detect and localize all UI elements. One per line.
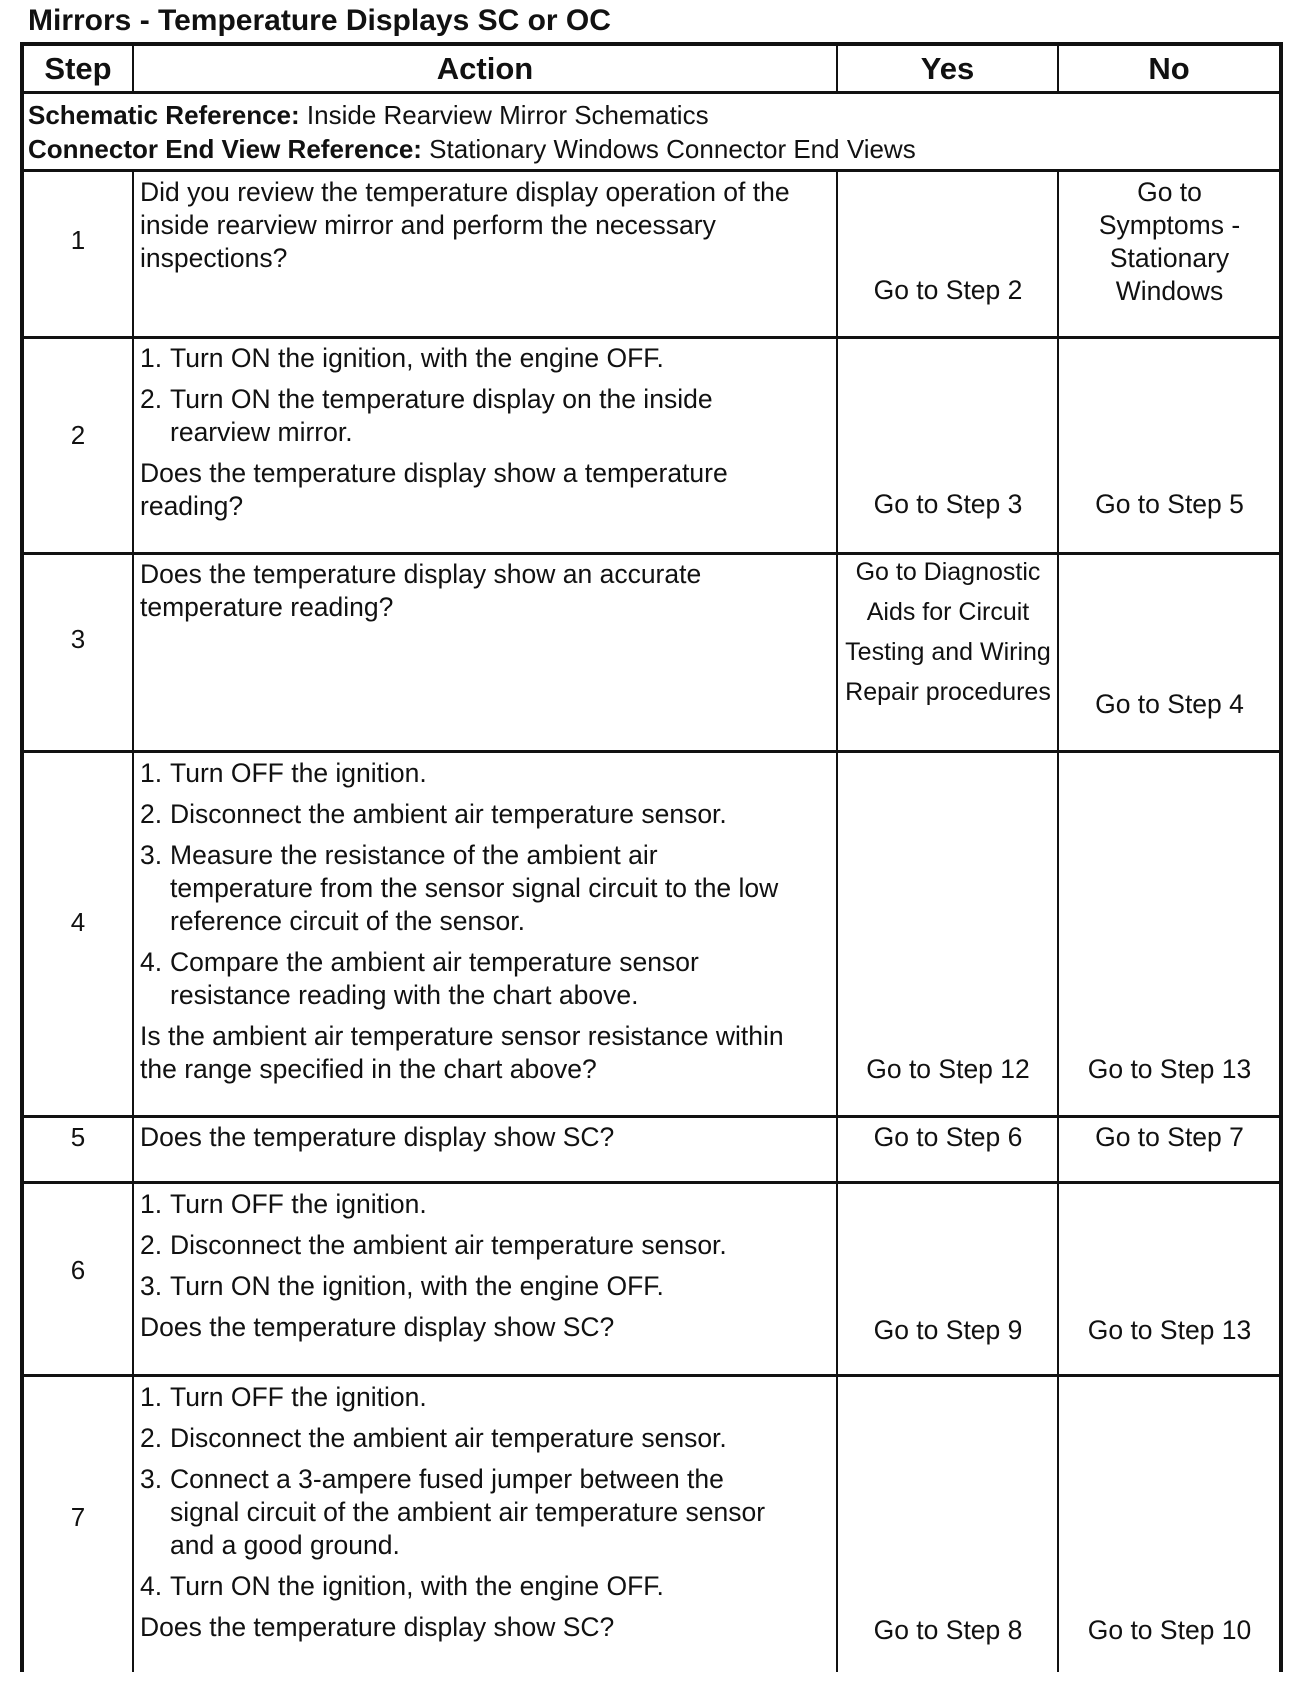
item-number: 1. — [140, 343, 163, 373]
action-item — [140, 839, 840, 938]
item-line: signal circuit of the ambient air temperature sensor — [170, 1497, 766, 1527]
item-line: Turn OFF the ignition. — [170, 1382, 427, 1412]
no-result[interactable]: Go to Step 4 — [1095, 689, 1244, 719]
question-line: Did you review the temperature display operation of the — [140, 177, 790, 207]
action-cell — [140, 1188, 840, 1344]
item-line: reference circuit of the sensor. — [170, 906, 525, 936]
item-text — [170, 342, 840, 375]
action-item — [140, 757, 840, 790]
question-line: reading? — [140, 491, 244, 521]
item-line: Turn ON the ignition, with the engine OFF. — [170, 1571, 664, 1601]
item-text — [170, 1270, 840, 1303]
row-divider — [24, 1181, 1279, 1184]
schematic-reference-link[interactable]: Inside Rearview Mirror Schematics — [299, 100, 709, 130]
action-item — [140, 1463, 840, 1562]
question-line: Does the temperature display show SC? — [140, 1312, 615, 1342]
no-result[interactable]: Go to Step 5 — [1095, 489, 1244, 519]
item-number: 3. — [140, 1464, 163, 1494]
item-number: 1. — [140, 1189, 163, 1219]
item-text — [170, 1422, 840, 1455]
schematic-reference-label: Schematic Reference: — [28, 100, 300, 130]
yes-line: Go to Diagnostic — [855, 558, 1041, 586]
step-number: 5 — [70, 1122, 86, 1152]
action-item — [140, 342, 840, 375]
item-number: 2. — [140, 799, 163, 829]
yes-result[interactable]: Go to Step 3 — [873, 489, 1023, 519]
yes-result[interactable]: Go to Step 9 — [873, 1315, 1023, 1345]
item-text — [170, 1229, 840, 1262]
no-line: Symptoms - — [1098, 210, 1241, 240]
action-item — [140, 946, 840, 1012]
step-number: 2 — [70, 420, 86, 450]
yes-result[interactable]: Go to Step 6 — [873, 1122, 1023, 1152]
question-line: inspections? — [140, 243, 288, 273]
item-text — [170, 946, 840, 1012]
item-number: 2. — [140, 1230, 163, 1260]
item-text — [170, 1463, 840, 1562]
item-text — [170, 757, 840, 790]
connector-reference — [28, 134, 916, 165]
header-yes: Yes — [920, 51, 975, 86]
question-line: Does the temperature display show an accurate — [140, 559, 702, 589]
header-step: Step — [44, 51, 112, 86]
connector-reference-label: Connector End View Reference: — [28, 134, 422, 164]
item-text — [170, 383, 840, 449]
item-number: 1. — [140, 758, 163, 788]
yes-line: Aids for Circuit — [866, 598, 1030, 626]
row-divider — [24, 336, 1279, 339]
step-number: 4 — [70, 907, 86, 937]
yes-line: Testing and Wiring — [845, 638, 1051, 666]
connector-reference-link[interactable]: Stationary Windows Connector End Views — [421, 134, 916, 164]
question-line: Is the ambient air temperature sensor resistance within — [140, 1021, 784, 1051]
item-text — [170, 798, 840, 831]
action-item — [140, 1570, 840, 1603]
no-line: Go to — [1137, 177, 1202, 207]
yes-result[interactable]: Go to Step 8 — [873, 1615, 1023, 1645]
action-item — [140, 383, 840, 449]
item-number: 4. — [140, 1571, 163, 1601]
action-cell — [140, 1121, 840, 1154]
item-line: and a good ground. — [170, 1530, 400, 1560]
step-number: 7 — [70, 1502, 86, 1532]
item-number: 1. — [140, 1382, 163, 1412]
item-line: Turn OFF the ignition. — [170, 1189, 427, 1219]
question-line: Does the temperature display show SC? — [140, 1612, 615, 1642]
question-line: the range specified in the chart above? — [140, 1054, 597, 1084]
row-divider — [24, 552, 1279, 555]
item-number: 4. — [140, 947, 163, 977]
item-line: Disconnect the ambient air temperature sensor. — [170, 1423, 727, 1453]
row-divider — [24, 750, 1279, 753]
page-title: Mirrors - Temperature Displays SC or OC — [28, 4, 611, 37]
item-line: Turn ON the temperature display on the inside — [170, 384, 713, 414]
action-item — [140, 798, 840, 831]
item-line: Turn OFF the ignition. — [170, 758, 427, 788]
item-line: temperature from the sensor signal circuit to the low — [170, 873, 779, 903]
action-cell — [140, 558, 840, 624]
no-result[interactable] — [1060, 176, 1279, 308]
item-line: Turn ON the ignition, with the engine OFF. — [170, 343, 664, 373]
item-line: resistance reading with the chart above. — [170, 980, 639, 1010]
no-result[interactable]: Go to Step 7 — [1095, 1122, 1244, 1152]
no-line: Windows — [1115, 276, 1224, 306]
action-item — [140, 1422, 840, 1455]
item-line: Measure the resistance of the ambient air — [170, 840, 658, 870]
column-divider-step — [132, 42, 134, 1672]
yes-result[interactable] — [838, 552, 1058, 712]
item-line: Turn ON the ignition, with the engine OFF. — [170, 1271, 664, 1301]
item-line: rearview mirror. — [170, 417, 353, 447]
yes-line: Repair procedures — [845, 678, 1051, 706]
row-divider — [24, 1374, 1279, 1377]
question-line: Does the temperature display show a temperature — [140, 458, 728, 488]
no-result[interactable]: Go to Step 13 — [1087, 1315, 1252, 1345]
step-number: 3 — [70, 624, 86, 654]
action-cell — [140, 757, 840, 1086]
row-divider — [24, 169, 1279, 172]
item-line: Disconnect the ambient air temperature sensor. — [170, 1230, 727, 1260]
action-cell — [140, 176, 840, 275]
item-text — [170, 1570, 840, 1603]
step-number: 1 — [70, 225, 86, 255]
question-line: inside rearview mirror and perform the necessary — [140, 210, 716, 240]
schematic-reference — [28, 100, 709, 131]
row-divider — [24, 1115, 1279, 1118]
action-item — [140, 1381, 840, 1414]
header-action: Action — [436, 51, 534, 86]
yes-result[interactable]: Go to Step 12 — [866, 1054, 1030, 1084]
no-line: Stationary — [1109, 243, 1230, 273]
item-line: Disconnect the ambient air temperature sensor. — [170, 799, 727, 829]
item-number: 3. — [140, 840, 163, 870]
item-number: 3. — [140, 1271, 163, 1301]
action-item — [140, 1229, 840, 1262]
action-cell — [140, 342, 840, 523]
question-line: Does the temperature display show SC? — [140, 1122, 615, 1152]
action-cell — [140, 1381, 840, 1644]
item-line: Connect a 3-ampere fused jumper between the — [170, 1464, 724, 1494]
item-text — [170, 1188, 840, 1221]
item-line: Compare the ambient air temperature sensor — [170, 947, 699, 977]
yes-result[interactable]: Go to Step 2 — [873, 275, 1023, 305]
item-number: 2. — [140, 384, 163, 414]
header-no: No — [1148, 51, 1190, 86]
action-item — [140, 1270, 840, 1303]
step-number: 6 — [70, 1255, 86, 1285]
column-divider-yes-body — [1057, 170, 1059, 1672]
action-item — [140, 1188, 840, 1221]
item-text — [170, 839, 840, 938]
item-number: 2. — [140, 1423, 163, 1453]
no-result[interactable]: Go to Step 13 — [1087, 1054, 1252, 1084]
item-text — [170, 1381, 840, 1414]
question-line: temperature reading? — [140, 592, 394, 622]
no-result[interactable]: Go to Step 10 — [1087, 1615, 1252, 1645]
